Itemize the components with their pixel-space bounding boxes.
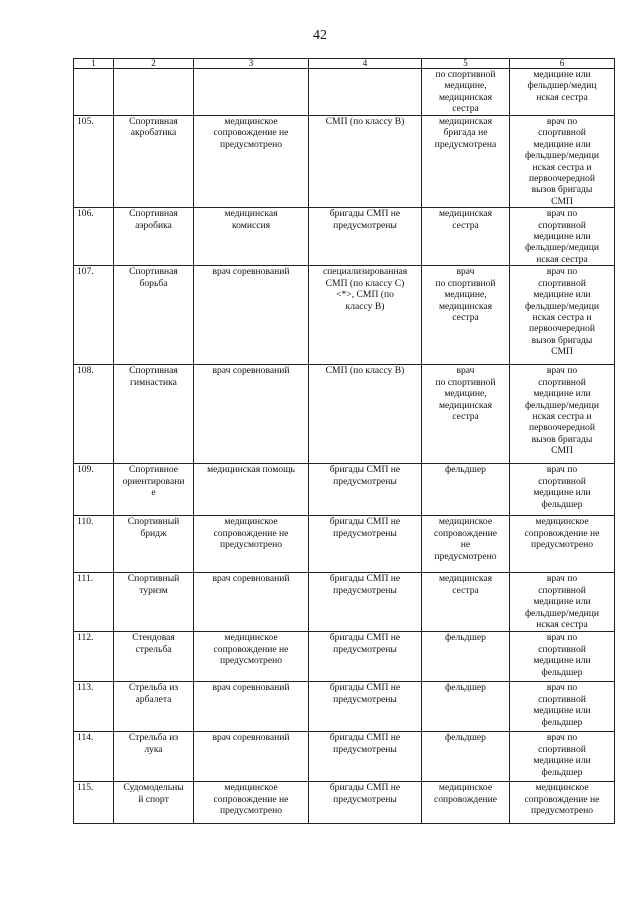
event-medical-cell: медицинское сопровождение не предусмотрено — [510, 516, 615, 573]
header-row — [74, 59, 615, 69]
training-medical-cell: медицинское сопровождение — [422, 782, 510, 824]
sport-name-cell: Стрельба из лука — [114, 732, 194, 782]
training-medical-cell: медицинское сопровождение не предусмотрено — [422, 516, 510, 573]
event-medical-cell: врач по спортивной медицине или фельдшер/медици нская сестра и первоочередной вызов бригады СМП — [510, 116, 615, 208]
ambulance-cell: бригады СМП не предусмотрены — [309, 632, 422, 682]
ambulance-cell — [309, 69, 422, 116]
sport-name-cell: Спортивная борьба — [114, 266, 194, 365]
sport-name-cell: Судомодельны й спорт — [114, 782, 194, 824]
sports-medical-table — [73, 58, 615, 824]
table-row — [74, 682, 615, 732]
event-medical-cell: врач по спортивной медицине или фельдшер — [510, 682, 615, 732]
ambulance-cell: бригады СМП не предусмотрены — [309, 732, 422, 782]
header-cell: 2 — [114, 59, 194, 69]
training-medical-cell: врач по спортивной медицине, медицинская сестра — [422, 266, 510, 365]
sport-name-cell: Стрельба из арбалета — [114, 682, 194, 732]
ambulance-cell: бригады СМП не предусмотрены — [309, 208, 422, 266]
training-medical-cell: по спортивной медицине, медицинская сестра — [422, 69, 510, 116]
training-medical-cell: медицинская сестра — [422, 208, 510, 266]
ambulance-cell: бригады СМП не предусмотрены — [309, 682, 422, 732]
training-medical-cell: фельдшер — [422, 632, 510, 682]
ambulance-cell: бригады СМП не предусмотрены — [309, 782, 422, 824]
competition-medical-cell: медицинское сопровождение не предусмотрено — [194, 516, 309, 573]
table-row — [74, 464, 615, 516]
training-medical-cell: фельдшер — [422, 682, 510, 732]
header-cell: 6 — [510, 59, 615, 69]
competition-medical-cell: медицинское сопровождение не предусмотрено — [194, 632, 309, 682]
competition-medical-cell: врач соревнований — [194, 573, 309, 632]
table-row — [74, 365, 615, 464]
training-medical-cell: медицинская бригада не предусмотрена — [422, 116, 510, 208]
table-row — [74, 632, 615, 682]
table-row — [74, 116, 615, 208]
event-medical-cell: врач по спортивной медицине или фельдшер — [510, 732, 615, 782]
competition-medical-cell: врач соревнований — [194, 266, 309, 365]
competition-medical-cell: медицинская помощь — [194, 464, 309, 516]
header-cell: 4 — [309, 59, 422, 69]
event-medical-cell: врач по спортивной медицине или фельдшер — [510, 464, 615, 516]
training-medical-cell: врач по спортивной медицине, медицинская сестра — [422, 365, 510, 464]
sport-name-cell: Спортивная гимнастика — [114, 365, 194, 464]
sport-name-cell: Спортивный бридж — [114, 516, 194, 573]
row-number-cell: 115. — [74, 782, 114, 824]
row-number-cell: 114. — [74, 732, 114, 782]
row-number-cell: 107. — [74, 266, 114, 365]
table-row — [74, 732, 615, 782]
sport-name-cell: Спортивная акробатика — [114, 116, 194, 208]
competition-medical-cell — [194, 69, 309, 116]
event-medical-cell: медицине или фельдшер/медиц нская сестра — [510, 69, 615, 116]
ambulance-cell: СМП (по классу В) — [309, 116, 422, 208]
competition-medical-cell: врач соревнований — [194, 365, 309, 464]
table-row — [74, 208, 615, 266]
header-cell: 1 — [74, 59, 114, 69]
sport-name-cell — [114, 69, 194, 116]
row-number-cell: 110. — [74, 516, 114, 573]
ambulance-cell: СМП (по классу В) — [309, 365, 422, 464]
competition-medical-cell: медицинское сопровождение не предусмотрено — [194, 782, 309, 824]
event-medical-cell: врач по спортивной медицине или фельдшер/медици нская сестра и первоочередной вызов бригады СМП — [510, 266, 615, 365]
sport-name-cell: Стендовая стрельба — [114, 632, 194, 682]
competition-medical-cell: медицинское сопровождение не предусмотрено — [194, 116, 309, 208]
table-body — [74, 59, 615, 824]
event-medical-cell: врач по спортивной медицине или фельдшер/медици нская сестра — [510, 208, 615, 266]
row-number-cell: 108. — [74, 365, 114, 464]
event-medical-cell: врач по спортивной медицине или фельдшер — [510, 632, 615, 682]
training-medical-cell: фельдшер — [422, 732, 510, 782]
ambulance-cell: бригады СМП не предусмотрены — [309, 464, 422, 516]
table-row — [74, 573, 615, 632]
sport-name-cell: Спортивное ориентировани е — [114, 464, 194, 516]
event-medical-cell: врач по спортивной медицине или фельдшер/медици нская сестра — [510, 573, 615, 632]
sport-name-cell: Спортивный туризм — [114, 573, 194, 632]
ambulance-cell: бригады СМП не предусмотрены — [309, 516, 422, 573]
row-number-cell: 112. — [74, 632, 114, 682]
ambulance-cell: специализированная СМП (по классу С) <*>, СМП (по классу В) — [309, 266, 422, 365]
row-number-cell: 111. — [74, 573, 114, 632]
table-row — [74, 266, 615, 365]
training-medical-cell: фельдшер — [422, 464, 510, 516]
competition-medical-cell: врач соревнований — [194, 732, 309, 782]
competition-medical-cell: медицинская комиссия — [194, 208, 309, 266]
table-row — [74, 516, 615, 573]
row-number-cell: 113. — [74, 682, 114, 732]
row-number-cell: 109. — [74, 464, 114, 516]
ambulance-cell: бригады СМП не предусмотрены — [309, 573, 422, 632]
page-number: 42 — [313, 28, 327, 43]
event-medical-cell: врач по спортивной медицине или фельдшер/медици нская сестра и первоочередной вызов бригады СМП — [510, 365, 615, 464]
header-cell: 5 — [422, 59, 510, 69]
table-row — [74, 69, 615, 116]
row-number-cell: 105. — [74, 116, 114, 208]
row-number-cell — [74, 69, 114, 116]
header-cell: 3 — [194, 59, 309, 69]
table-row — [74, 782, 615, 824]
row-number-cell: 106. — [74, 208, 114, 266]
competition-medical-cell: врач соревнований — [194, 682, 309, 732]
training-medical-cell: медицинская сестра — [422, 573, 510, 632]
sport-name-cell: Спортивная аэробика — [114, 208, 194, 266]
event-medical-cell: медицинское сопровождение не предусмотрено — [510, 782, 615, 824]
